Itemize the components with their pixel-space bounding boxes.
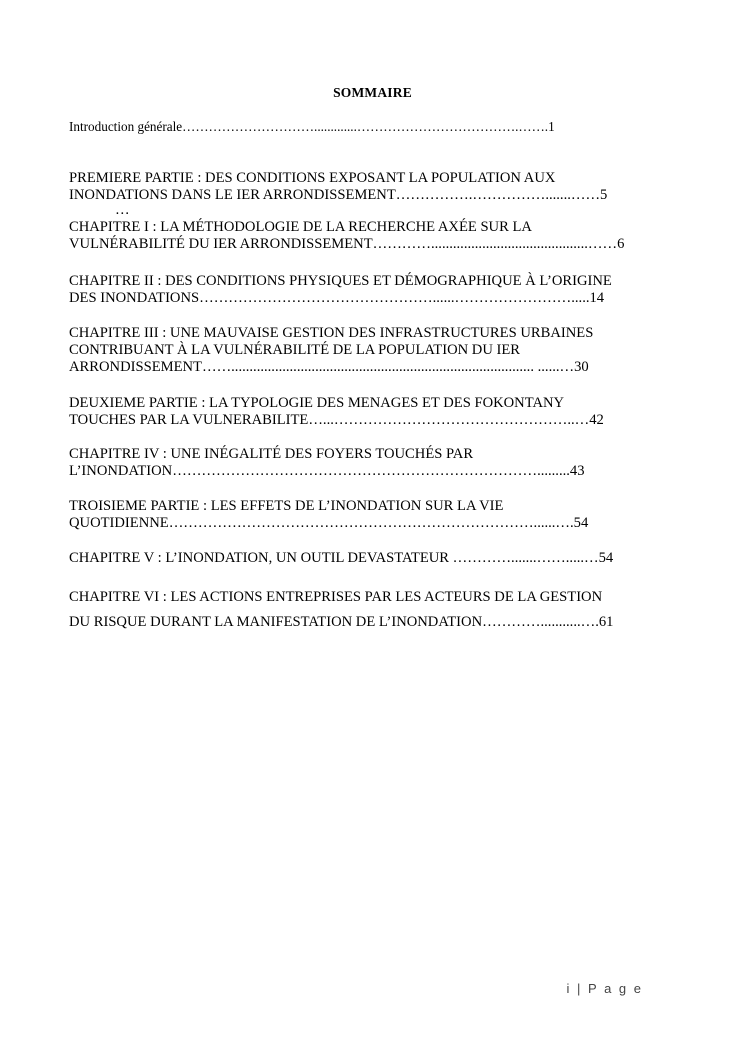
- toc-line: CHAPITRE IV : UNE INÉGALITÉ DES FOYERS TOUCHÉS PAR: [69, 446, 474, 462]
- toc-entry-chapitre-4: [69, 446, 634, 480]
- toc-line: CHAPITRE I : LA MÉTHODOLOGIE DE LA RECHERCHE AXÉE SUR LA: [69, 219, 532, 235]
- toc-line: TOUCHES PAR LA VULNERABILITE…...…………………………………………..…42: [69, 412, 604, 428]
- toc-line: …: [115, 202, 130, 218]
- toc-line: CONTRIBUANT À LA VULNÉRABILITÉ DE LA POPULATION DU IER: [69, 342, 521, 358]
- toc-entry-chapitre-6: [69, 585, 634, 635]
- toc-line: DES INONDATIONS…………………………………………......…………………….....14: [69, 290, 605, 306]
- toc-entry-chapitre-3: [69, 325, 634, 376]
- toc-line: DEUXIEME PARTIE : LA TYPOLOGIE DES MENAGES ET DES FOKONTANY: [69, 395, 565, 411]
- toc-line: TROISIEME PARTIE : LES EFFETS DE L’INONDATION SUR LA VIE: [69, 498, 504, 514]
- toc-line: CHAPITRE V : L’INONDATION, UN OUTIL DEVASTATEUR ………….......…….....…54: [69, 550, 614, 566]
- page-number-footer: i | P a g e: [566, 981, 643, 996]
- toc-entry-chapitre-2: [69, 273, 634, 307]
- toc-entry-introduction: [69, 118, 634, 135]
- toc-entry-chapitre-1: [69, 219, 634, 253]
- toc-entry-troisieme-partie: [69, 498, 634, 532]
- toc-line: CHAPITRE III : UNE MAUVAISE GESTION DES INFRASTRUCTURES URBAINES: [69, 325, 594, 341]
- toc-line: PREMIERE PARTIE : DES CONDITIONS EXPOSANT LA POPULATION AUX: [69, 170, 556, 186]
- toc-entry-premiere-partie: [69, 170, 634, 216]
- toc-entry-chapitre-5: [69, 550, 634, 567]
- toc-line: CHAPITRE VI : LES ACTIONS ENTREPRISES PAR LES ACTEURS DE LA GESTION: [69, 589, 603, 605]
- toc-line: VULNÉRABILITÉ DU IER ARRONDISSEMENT…………...........................................……6: [69, 236, 625, 252]
- toc-line: CHAPITRE II : DES CONDITIONS PHYSIQUES ET DÉMOGRAPHIQUE À L’ORIGINE: [69, 273, 612, 289]
- toc-line: ARRONDISSEMENT……................................................................................... ......…30: [69, 359, 589, 375]
- toc-entry-deuxieme-partie: [69, 395, 634, 429]
- toc-line: QUOTIDIENNE…………………………………………………………………......….54: [69, 515, 589, 531]
- toc-line: Introduction générale………………………….............……………………………….…….1: [69, 119, 555, 134]
- toc-line: L’INONDATION………………………………………………………………….........43: [69, 463, 585, 479]
- toc-line: INONDATIONS DANS LE IER ARRONDISSEMENT…………….…………….......……5: [69, 187, 608, 203]
- page-title: SOMMAIRE: [333, 85, 412, 100]
- toc-line: DU RISQUE DURANT LA MANIFESTATION DE L’INONDATION…………...........….61: [69, 614, 614, 630]
